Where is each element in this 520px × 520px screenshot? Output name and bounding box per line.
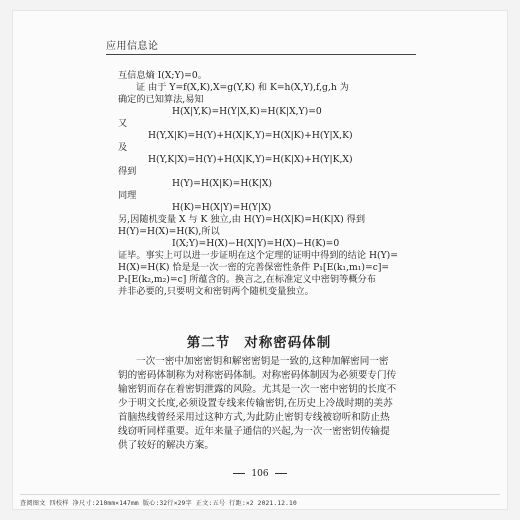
page-number-dash-right [275, 473, 287, 474]
text-line: 证 由于 Y=f(X,K),X=g(Y,K) 和 K=h(X,Y),f,g,h 为 [136, 82, 349, 93]
page-number-dash-left [233, 473, 245, 474]
text-line: 证毕。事实上可以进一步证明在这个定理的证明中得到的结论 H(Y)= [118, 250, 398, 261]
section-number: 第二节 [186, 335, 231, 351]
running-header: 应用信息论 [106, 41, 159, 52]
text-line: 供了较好的解决方案。 [118, 440, 214, 451]
text-line: P₁[E(k₂,m₂)=c] 所蕴含的。换言之,在标准定义中密钥等概分布 [118, 274, 376, 285]
text-line: 少于明文长度,必须设置专线来传输密钥,在历史上冷战时期的美苏 [118, 398, 393, 409]
text-line: 确定的已知算法,易知 [118, 94, 204, 105]
text-line: H(Y)=H(X)=H(K),所以 [118, 226, 220, 237]
header-rule [106, 54, 416, 55]
text-line: 钥的密码体制称为对称密码体制。对称密码体制因为必须要专门传 [118, 370, 397, 381]
equation: I(X;Y)=H(X)−H(X|Y)=H(X)−H(K)=0 [172, 238, 340, 249]
equation: H(Y)=H(X|K)=H(K|X) [172, 178, 273, 189]
equation: H(X|Y,K)=H(Y|X,K)=H(K|X,Y)=0 [172, 106, 322, 117]
print-slug-footer: 查阅图文 四校样 净尺寸:210mm×147mm 版心:32行×29字 正文:五号 行距:×2 2021.12.10 [20, 494, 500, 507]
text-line: 并非必要的,只要明文和密钥两个随机变量独立。 [118, 286, 314, 297]
equation: H(Y,X|K)=H(Y)+H(X|K,Y)=H(X|K)+H(Y|X,K) [148, 130, 353, 141]
text-line: 又 [118, 118, 128, 129]
section-title: 对称密码体制 [244, 335, 332, 351]
text-line: 另,因随机变量 X 与 K 独立,由 H(Y)=H(X|K)=H(K|X) 得到 [118, 214, 366, 225]
page-number-block [0, 469, 520, 479]
text-line: 同理 [118, 190, 137, 201]
text-line: 输密钥而存在着密钥泄露的风险。尤其是一次一密中密钥的长度不 [118, 384, 397, 395]
text-line: H(X)=H(K) 恰是是一次一密的完善保密性条件 P₁[E(k₁,m₁)=c]= [118, 262, 390, 273]
equation: H(K)=H(X|Y)=H(Y|X) [172, 202, 272, 213]
proof-body [118, 70, 400, 298]
page-number: 106 [251, 469, 269, 479]
text-line: 及 [118, 142, 128, 153]
text-line: 一次一密中加密密钥和解密密钥是一致的,这种加解密同一密 [136, 356, 389, 367]
text-line: 得到 [118, 166, 137, 177]
text-line: 首脑热线曾经采用过这种方式,为此防止密钥专线被窃听和防止热 [118, 412, 390, 423]
text-line: 线窃听同样重要。近年来量子通信的兴起,为一次一密密钥传输提 [118, 426, 390, 437]
equation: H(Y,K|X)=H(Y)+H(X|K,Y)=H(K|X)+H(Y|K,X) [148, 154, 353, 165]
section-heading [118, 331, 400, 351]
section-paragraph [118, 355, 400, 453]
text-line: 互信息熵 I(X;Y)=0。 [118, 70, 207, 81]
